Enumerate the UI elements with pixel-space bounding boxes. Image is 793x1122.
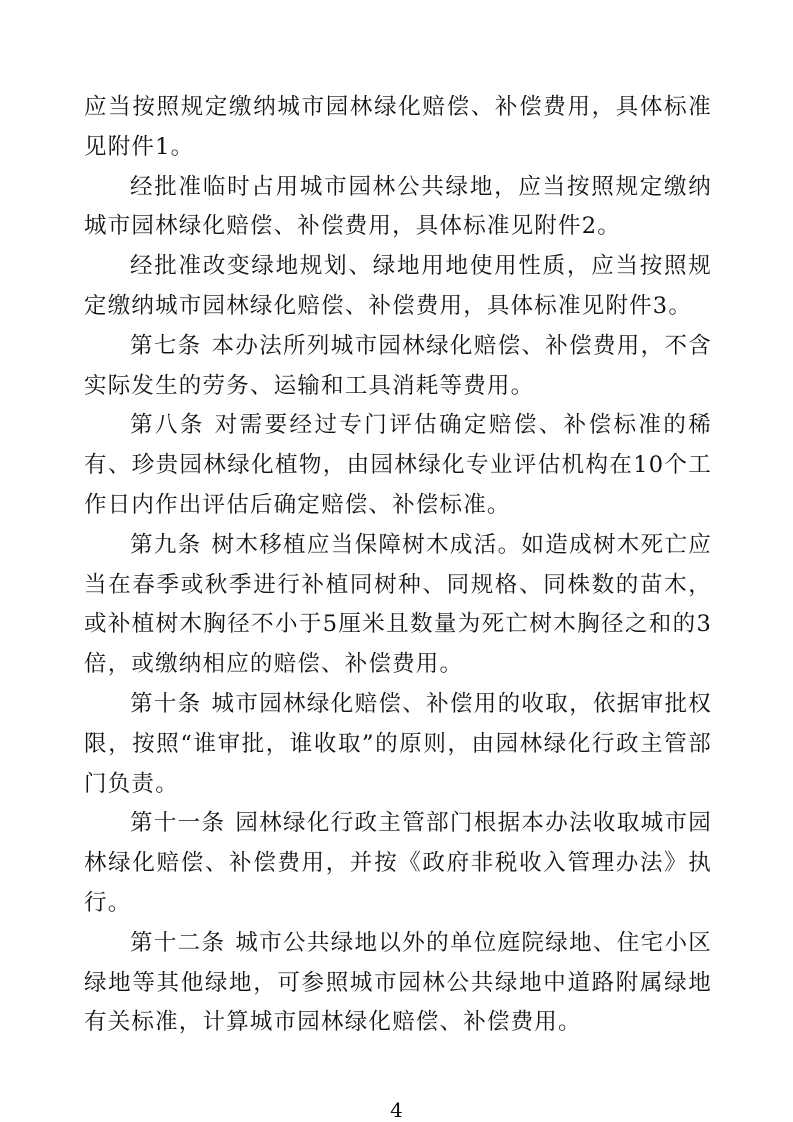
article-text: 园林绿化行政主管部门根据本办法收取城市园林绿化赔偿、补偿费用，并按《政府非税收入管理办法》执行。 <box>84 810 712 916</box>
article-text: 城市园林绿化赔偿、补偿用的收取，依据审批权限，按照“谁审批，谁收取”的原则，由园林绿化行政主管部门负责。 <box>84 690 713 797</box>
paragraph-change-of-use <box>84 247 712 327</box>
article-number: 第九条 <box>130 531 202 558</box>
article-9 <box>84 526 712 685</box>
article-number: 第八条 <box>130 412 205 439</box>
article-8 <box>84 406 712 525</box>
article-10 <box>84 685 712 804</box>
article-12 <box>84 924 712 1043</box>
article-text: 对需要经过专门评估确定赔偿、补偿标准的稀有、珍贵园林绿化植物，由园林绿化专业评估机构在10个工作日内作出评估后确定赔偿、补偿标准。 <box>84 412 712 518</box>
paragraph-text: 经批准改变绿地规划、绿地用地使用性质，应当按照规定缴纳城市园林绿化赔偿、补偿费用，具体标准见附件3。 <box>84 253 712 319</box>
article-number: 第十条 <box>130 690 202 717</box>
article-11 <box>84 804 712 923</box>
document-body <box>84 88 712 1043</box>
article-text: 本办法所列城市园林绿化赔偿、补偿费用，不含实际发生的劳务、运输和工具消耗等费用。 <box>84 332 713 399</box>
paragraph-temporary-occupation <box>84 168 712 248</box>
article-text: 城市公共绿地以外的单位庭院绿地、住宅小区绿地等其他绿地，可参照城市园林公共绿地中道路附属绿地有关标准，计算城市园林绿化赔偿、补偿费用。 <box>84 929 712 1036</box>
paragraph-continuation <box>84 88 712 168</box>
article-number: 第七条 <box>130 332 202 359</box>
paragraph-text: 应当按照规定缴纳城市园林绿化赔偿、补偿费用，具体标准见附件1。 <box>84 94 712 160</box>
article-number: 第十一条 <box>130 810 226 837</box>
page-number: 4 <box>390 1098 403 1122</box>
article-number: 第十二条 <box>130 929 226 956</box>
paragraph-text: 经批准临时占用城市园林公共绿地，应当按照规定缴纳城市园林绿化赔偿、补偿费用，具体标准见附件2。 <box>84 173 712 240</box>
article-7 <box>84 327 712 407</box>
article-text: 树木移植应当保障树木成活。如造成树木死亡应当在春季或秋季进行补植同树种、同规格、同株数的苗木，或补植树木胸径不小于5厘米且数量为死亡树木胸径之和的3倍，或缴纳相应的赔偿、补偿费用。 <box>84 531 713 678</box>
